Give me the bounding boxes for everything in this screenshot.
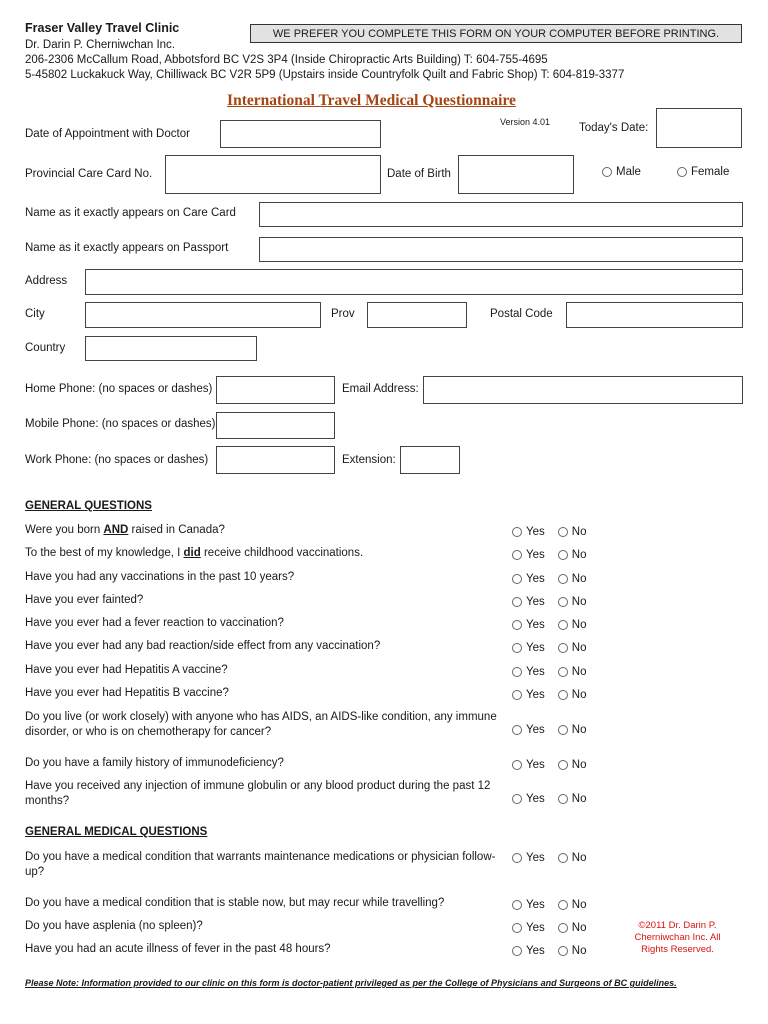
yes-label: Yes <box>526 852 545 864</box>
print-notice: WE PREFER YOU COMPLETE THIS FORM ON YOUR COMPUTER BEFORE PRINTING. <box>250 24 742 43</box>
address-label: Address <box>25 275 68 287</box>
yes-no-row <box>512 852 586 864</box>
yes-label: Yes <box>526 666 545 678</box>
doctor-name: Dr. Darin P. Cherniwchan Inc. <box>25 39 175 51</box>
yes-option[interactable] <box>512 573 545 585</box>
yes-no-row <box>512 573 586 585</box>
no-label: No <box>571 945 587 957</box>
no-label: No <box>571 526 587 538</box>
no-radio[interactable] <box>558 760 568 770</box>
yes-option[interactable] <box>512 689 545 701</box>
appointment-date-label: Date of Appointment with Doctor <box>25 128 190 140</box>
male-option[interactable] <box>602 166 641 178</box>
city-field[interactable] <box>85 302 321 328</box>
yes-no-row <box>512 619 586 631</box>
yes-radio[interactable] <box>512 550 522 560</box>
form-title: International Travel Medical Questionnaire <box>227 92 516 109</box>
medical-question-1: Do you have a medical condition that warrants maintenance medications or physician follow-up? <box>25 851 496 878</box>
name-passport-field[interactable] <box>259 237 743 262</box>
general-questions-heading <box>25 500 152 512</box>
extension-field[interactable] <box>400 446 460 474</box>
no-radio[interactable] <box>558 643 568 653</box>
no-option[interactable] <box>558 793 587 805</box>
clinic-name: Fraser Valley Travel Clinic <box>25 21 180 35</box>
yes-radio[interactable] <box>512 853 522 863</box>
yes-label: Yes <box>526 526 545 538</box>
general-heading-a: GENERAL <box>25 500 82 512</box>
city-label: City <box>25 308 45 320</box>
yes-radio[interactable] <box>512 946 522 956</box>
no-label: No <box>571 666 587 678</box>
general-question-8: Have you ever had Hepatitis B vaccine? <box>25 687 229 699</box>
general-question-4: Have you ever fainted? <box>25 594 144 606</box>
yes-option[interactable] <box>512 596 545 608</box>
postal-code-field[interactable] <box>566 302 743 328</box>
no-radio[interactable] <box>558 923 568 933</box>
general-question-5: Have you ever had a fever reaction to vaccination? <box>25 617 284 629</box>
country-field[interactable] <box>85 336 257 361</box>
no-label: No <box>571 573 587 585</box>
no-option[interactable] <box>558 724 587 736</box>
question-text: Were you born <box>25 524 104 536</box>
general-question-10: Do you have a family history of immunodeficiency? <box>25 757 284 769</box>
yes-no-row <box>512 759 586 771</box>
no-option[interactable] <box>558 689 587 701</box>
yes-label: Yes <box>526 549 545 561</box>
yes-radio[interactable] <box>512 667 522 677</box>
no-radio[interactable] <box>558 900 568 910</box>
yes-radio[interactable] <box>512 725 522 735</box>
female-option[interactable] <box>677 166 729 178</box>
no-label: No <box>571 724 587 736</box>
name-care-card-field[interactable] <box>259 202 743 227</box>
yes-label: Yes <box>526 642 545 654</box>
no-option[interactable] <box>558 573 587 585</box>
no-radio[interactable] <box>558 527 568 537</box>
general-heading-b: QUESTIONS <box>84 500 152 512</box>
yes-option[interactable] <box>512 945 545 957</box>
yes-radio[interactable] <box>512 690 522 700</box>
no-label: No <box>571 852 587 864</box>
yes-option[interactable] <box>512 852 545 864</box>
yes-no-row <box>512 526 586 538</box>
yes-radio[interactable] <box>512 597 522 607</box>
yes-radio[interactable] <box>512 794 522 804</box>
no-option[interactable] <box>558 759 587 771</box>
no-label: No <box>571 793 587 805</box>
yes-label: Yes <box>526 945 545 957</box>
copyright-notice: ©2011 Dr. Darin P. Cherniwchan Inc. All Rights Reserved. <box>634 920 721 955</box>
name-care-card-label: Name as it exactly appears on Care Card <box>25 207 236 219</box>
no-option[interactable] <box>558 922 587 934</box>
work-phone-label: Work Phone: (no spaces or dashes) <box>25 454 209 466</box>
yes-no-row <box>512 596 586 608</box>
yes-option[interactable] <box>512 922 545 934</box>
yes-option[interactable] <box>512 642 545 654</box>
yes-no-row <box>512 549 586 561</box>
version-label: Version 4.01 <box>500 117 551 127</box>
question-emphasis: did <box>183 547 201 559</box>
appointment-date-field[interactable] <box>220 120 381 148</box>
yes-option[interactable] <box>512 899 545 911</box>
mobile-phone-label: Mobile Phone: (no spaces or dashes) <box>25 418 216 430</box>
male-radio[interactable] <box>602 167 612 177</box>
yes-radio[interactable] <box>512 760 522 770</box>
general-question-6: Have you ever had any bad reaction/side effect from any vaccination? <box>25 640 381 652</box>
address-field[interactable] <box>85 269 743 295</box>
dob-field[interactable] <box>458 155 574 194</box>
no-radio[interactable] <box>558 667 568 677</box>
no-label: No <box>571 596 587 608</box>
no-option[interactable] <box>558 642 587 654</box>
yes-label: Yes <box>526 759 545 771</box>
yes-no-row <box>512 899 586 911</box>
medical-questions-heading: GENERAL MEDICAL QUESTIONS <box>25 826 208 838</box>
yes-label: Yes <box>526 573 545 585</box>
yes-label: Yes <box>526 689 545 701</box>
no-option[interactable] <box>558 666 587 678</box>
yes-option[interactable] <box>512 549 545 561</box>
general-question-1 <box>25 523 505 538</box>
name-passport-label: Name as it exactly appears on Passport <box>25 242 229 254</box>
yes-no-row <box>512 793 586 805</box>
general-question-11: Have you received any injection of immune globulin or any blood product during the past 12 months? <box>25 780 491 807</box>
yes-radio[interactable] <box>512 620 522 630</box>
no-option[interactable] <box>558 852 587 864</box>
female-radio[interactable] <box>677 167 687 177</box>
no-option[interactable] <box>558 619 587 631</box>
todays-date-label: Today's Date: <box>579 122 649 134</box>
yes-label: Yes <box>526 596 545 608</box>
yes-radio[interactable] <box>512 574 522 584</box>
no-label: No <box>571 759 587 771</box>
yes-radio[interactable] <box>512 527 522 537</box>
no-radio[interactable] <box>558 620 568 630</box>
medical-question-2: Do you have a medical condition that is stable now, but may recur while travelling? <box>25 897 445 909</box>
mobile-phone-field[interactable] <box>216 412 335 439</box>
care-card-field[interactable] <box>165 155 381 194</box>
clinic-address-1: 206-2306 McCallum Road, Abbotsford BC V2S 3P4 (Inside Chiropractic Arts Building) T: 604-755-4695 <box>25 54 548 66</box>
no-option[interactable] <box>558 526 587 538</box>
work-phone-field[interactable] <box>216 446 335 474</box>
extension-label: Extension: <box>342 454 396 466</box>
yes-radio[interactable] <box>512 643 522 653</box>
country-label: Country <box>25 342 66 354</box>
yes-option[interactable] <box>512 666 545 678</box>
postal-code-label: Postal Code <box>490 308 553 320</box>
no-option[interactable] <box>558 549 587 561</box>
no-label: No <box>571 642 587 654</box>
no-radio[interactable] <box>558 725 568 735</box>
general-question-9: Do you live (or work closely) with anyone who has AIDS, an AIDS-like condition, any immune disorder, or who is on chemotherapy for cancer? <box>25 711 497 738</box>
medical-question-3: Do you have asplenia (no spleen)? <box>25 920 203 932</box>
no-label: No <box>571 549 587 561</box>
no-radio[interactable] <box>558 946 568 956</box>
general-question-2 <box>25 546 505 561</box>
yes-no-row <box>512 666 586 678</box>
todays-date-field[interactable] <box>656 108 742 148</box>
no-radio[interactable] <box>558 853 568 863</box>
yes-radio[interactable] <box>512 923 522 933</box>
question-text: To the best of my knowledge, I <box>25 547 184 559</box>
no-label: No <box>571 619 587 631</box>
no-label: No <box>571 899 587 911</box>
no-radio[interactable] <box>558 550 568 560</box>
no-option[interactable] <box>558 596 587 608</box>
yes-radio[interactable] <box>512 900 522 910</box>
yes-option[interactable] <box>512 526 545 538</box>
email-field[interactable] <box>423 376 743 404</box>
care-card-label: Provincial Care Card No. <box>25 168 153 180</box>
no-radio[interactable] <box>558 690 568 700</box>
yes-label: Yes <box>526 724 545 736</box>
privacy-footer: Please Note: Information provided to our clinic on this form is doctor-patient privileged as per the College of Physicians and Surgeons of BC guidelines. <box>25 978 677 988</box>
yes-label: Yes <box>526 922 545 934</box>
yes-option[interactable] <box>512 793 545 805</box>
yes-option[interactable] <box>512 759 545 771</box>
no-label: No <box>571 689 587 701</box>
yes-no-row <box>512 922 586 934</box>
male-label: Male <box>616 166 641 178</box>
no-radio[interactable] <box>558 597 568 607</box>
general-question-3: Have you had any vaccinations in the past 10 years? <box>25 571 295 583</box>
no-radio[interactable] <box>558 574 568 584</box>
no-option[interactable] <box>558 899 587 911</box>
medical-question-4: Have you had an acute illness of fever in the past 48 hours? <box>25 943 331 955</box>
home-phone-label: Home Phone: (no spaces or dashes) <box>25 383 213 395</box>
female-label: Female <box>691 166 730 178</box>
email-label: Email Address: <box>342 383 419 395</box>
general-question-7: Have you ever had Hepatitis A vaccine? <box>25 664 228 676</box>
yes-no-row <box>512 642 586 654</box>
no-option[interactable] <box>558 945 587 957</box>
prov-label: Prov <box>331 308 355 320</box>
yes-label: Yes <box>526 619 545 631</box>
prov-field[interactable] <box>367 302 467 328</box>
yes-no-row <box>512 724 586 736</box>
question-text: receive childhood vaccinations. <box>200 547 364 559</box>
yes-label: Yes <box>526 793 545 805</box>
dob-label: Date of Birth <box>387 168 451 180</box>
question-emphasis: AND <box>103 524 129 536</box>
yes-no-row <box>512 689 586 701</box>
yes-no-row <box>512 945 586 957</box>
yes-option[interactable] <box>512 724 545 736</box>
clinic-address-2: 5-45802 Luckakuck Way, Chilliwack BC V2R 5P9 (Upstairs inside Countryfolk Quilt and Fabric Shop) T: 604-819-3377 <box>25 69 625 81</box>
no-radio[interactable] <box>558 794 568 804</box>
yes-option[interactable] <box>512 619 545 631</box>
question-text: raised in Canada? <box>128 524 225 536</box>
no-label: No <box>571 922 587 934</box>
home-phone-field[interactable] <box>216 376 335 404</box>
yes-label: Yes <box>526 899 545 911</box>
